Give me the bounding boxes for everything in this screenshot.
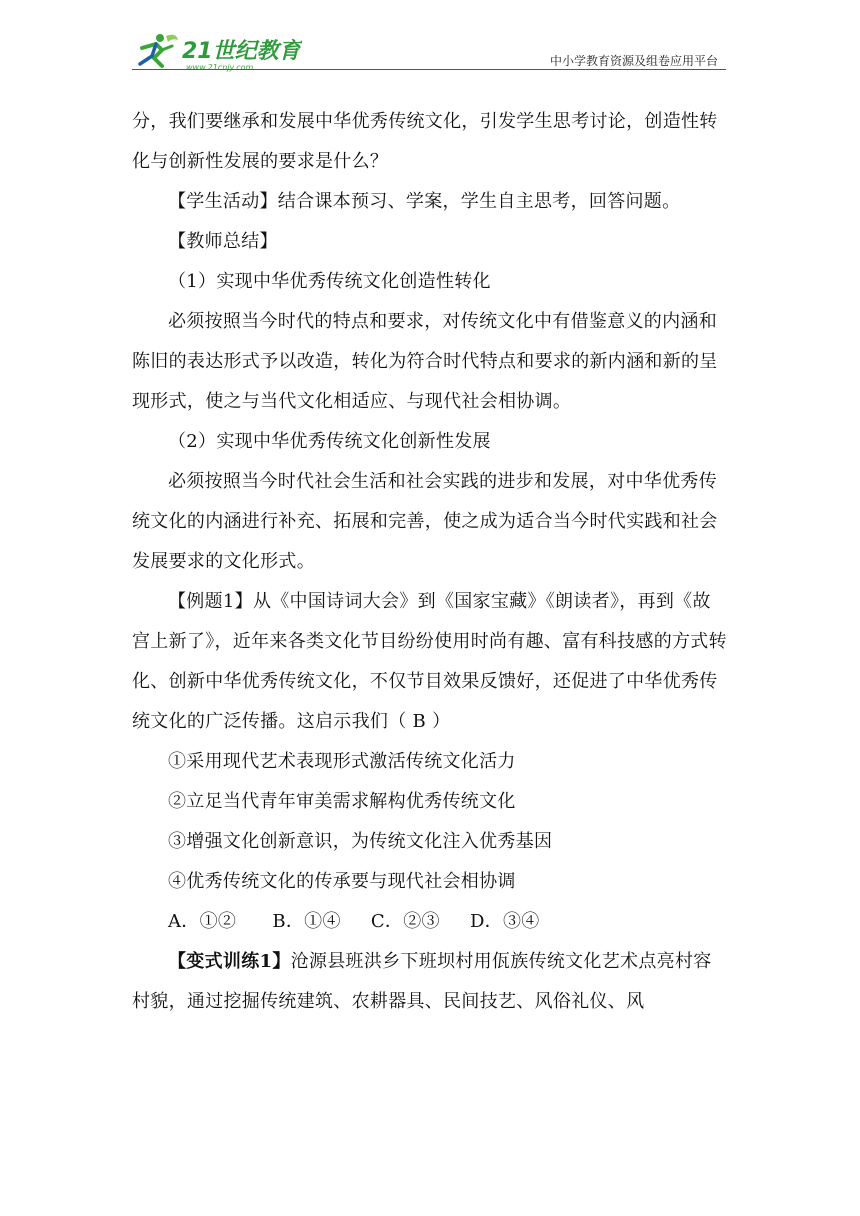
point-2-text: 必须按照当今时代社会生活和社会实践的进步和发展，对中华优秀传统文化的内涵进行补充、拓展和完善，使之成为适合当今时代实践和社会发展要求的文化形式。 — [132, 471, 718, 572]
example-option-4: ④优秀传统文化的传承要与现代社会相协调 — [168, 871, 516, 892]
example-option-1: ①采用现代艺术表现形式激活传统文化活力 — [168, 751, 516, 772]
document-body — [132, 102, 729, 1022]
variant-training-text: 沧源县班洪乡下班坝村用佤族传统文化艺术点亮村容村貌，通过挖掘传统建筑、农耕器具、民间技艺、风俗礼仪、风 — [132, 951, 712, 1012]
platform-name: 中小学教育资源及组卷应用平台 — [549, 54, 718, 68]
answer-choices: A．①② B．①④ C．②③ D．③④ — [168, 911, 540, 932]
header-divider — [132, 69, 726, 70]
student-activity: 【学生活动】结合课本预习、学案，学生自主思考，回答问题。 — [168, 191, 681, 212]
point-1-heading: （1）实现中华优秀传统文化创造性转化 — [168, 271, 491, 292]
variant-training-label: 【变式训练1】 — [168, 951, 291, 972]
variant-training-1 — [132, 942, 729, 1022]
example-option-3: ③增强文化创新意识，为传统文化注入优秀基因 — [168, 831, 553, 852]
logo-url: www.21cnjy.com — [186, 63, 254, 72]
runner-icon — [140, 34, 178, 66]
teacher-summary-heading: 【教师总结】 — [168, 231, 278, 252]
logo-text: 21世纪教育 — [182, 39, 301, 64]
point-2-heading: （2）实现中华优秀传统文化创新性发展 — [168, 431, 491, 452]
example-1-question: 【例题1】从《中国诗词大会》到《国家宝藏》《朗读者》，再到《故宫上新了》，近年来各类文化节目纷纷使用时尚有趣、富有科技感的方式转化、创新中华优秀传统文化，不仅节目效果反馈好，还促进了中华优秀传统文化的广泛传播。这启示我们（ B ） — [132, 591, 727, 732]
point-1-text: 必须按照当今时代的特点和要求，对传统文化中有借鉴意义的内涵和陈旧的表达形式予以改造，转化为符合时代特点和要求的新内涵和新的呈现形式，使之与当代文化相适应、与现代社会相协调。 — [132, 311, 718, 412]
example-option-2: ②立足当代青年审美需求解构优秀传统文化 — [168, 791, 516, 812]
page-header — [132, 26, 726, 74]
paragraph-intro: 分，我们要继承和发展中华优秀传统文化，引发学生思考讨论，创造性转化与创新性发展的要求是什么？ — [132, 111, 718, 172]
21cnjy-logo — [132, 30, 302, 72]
